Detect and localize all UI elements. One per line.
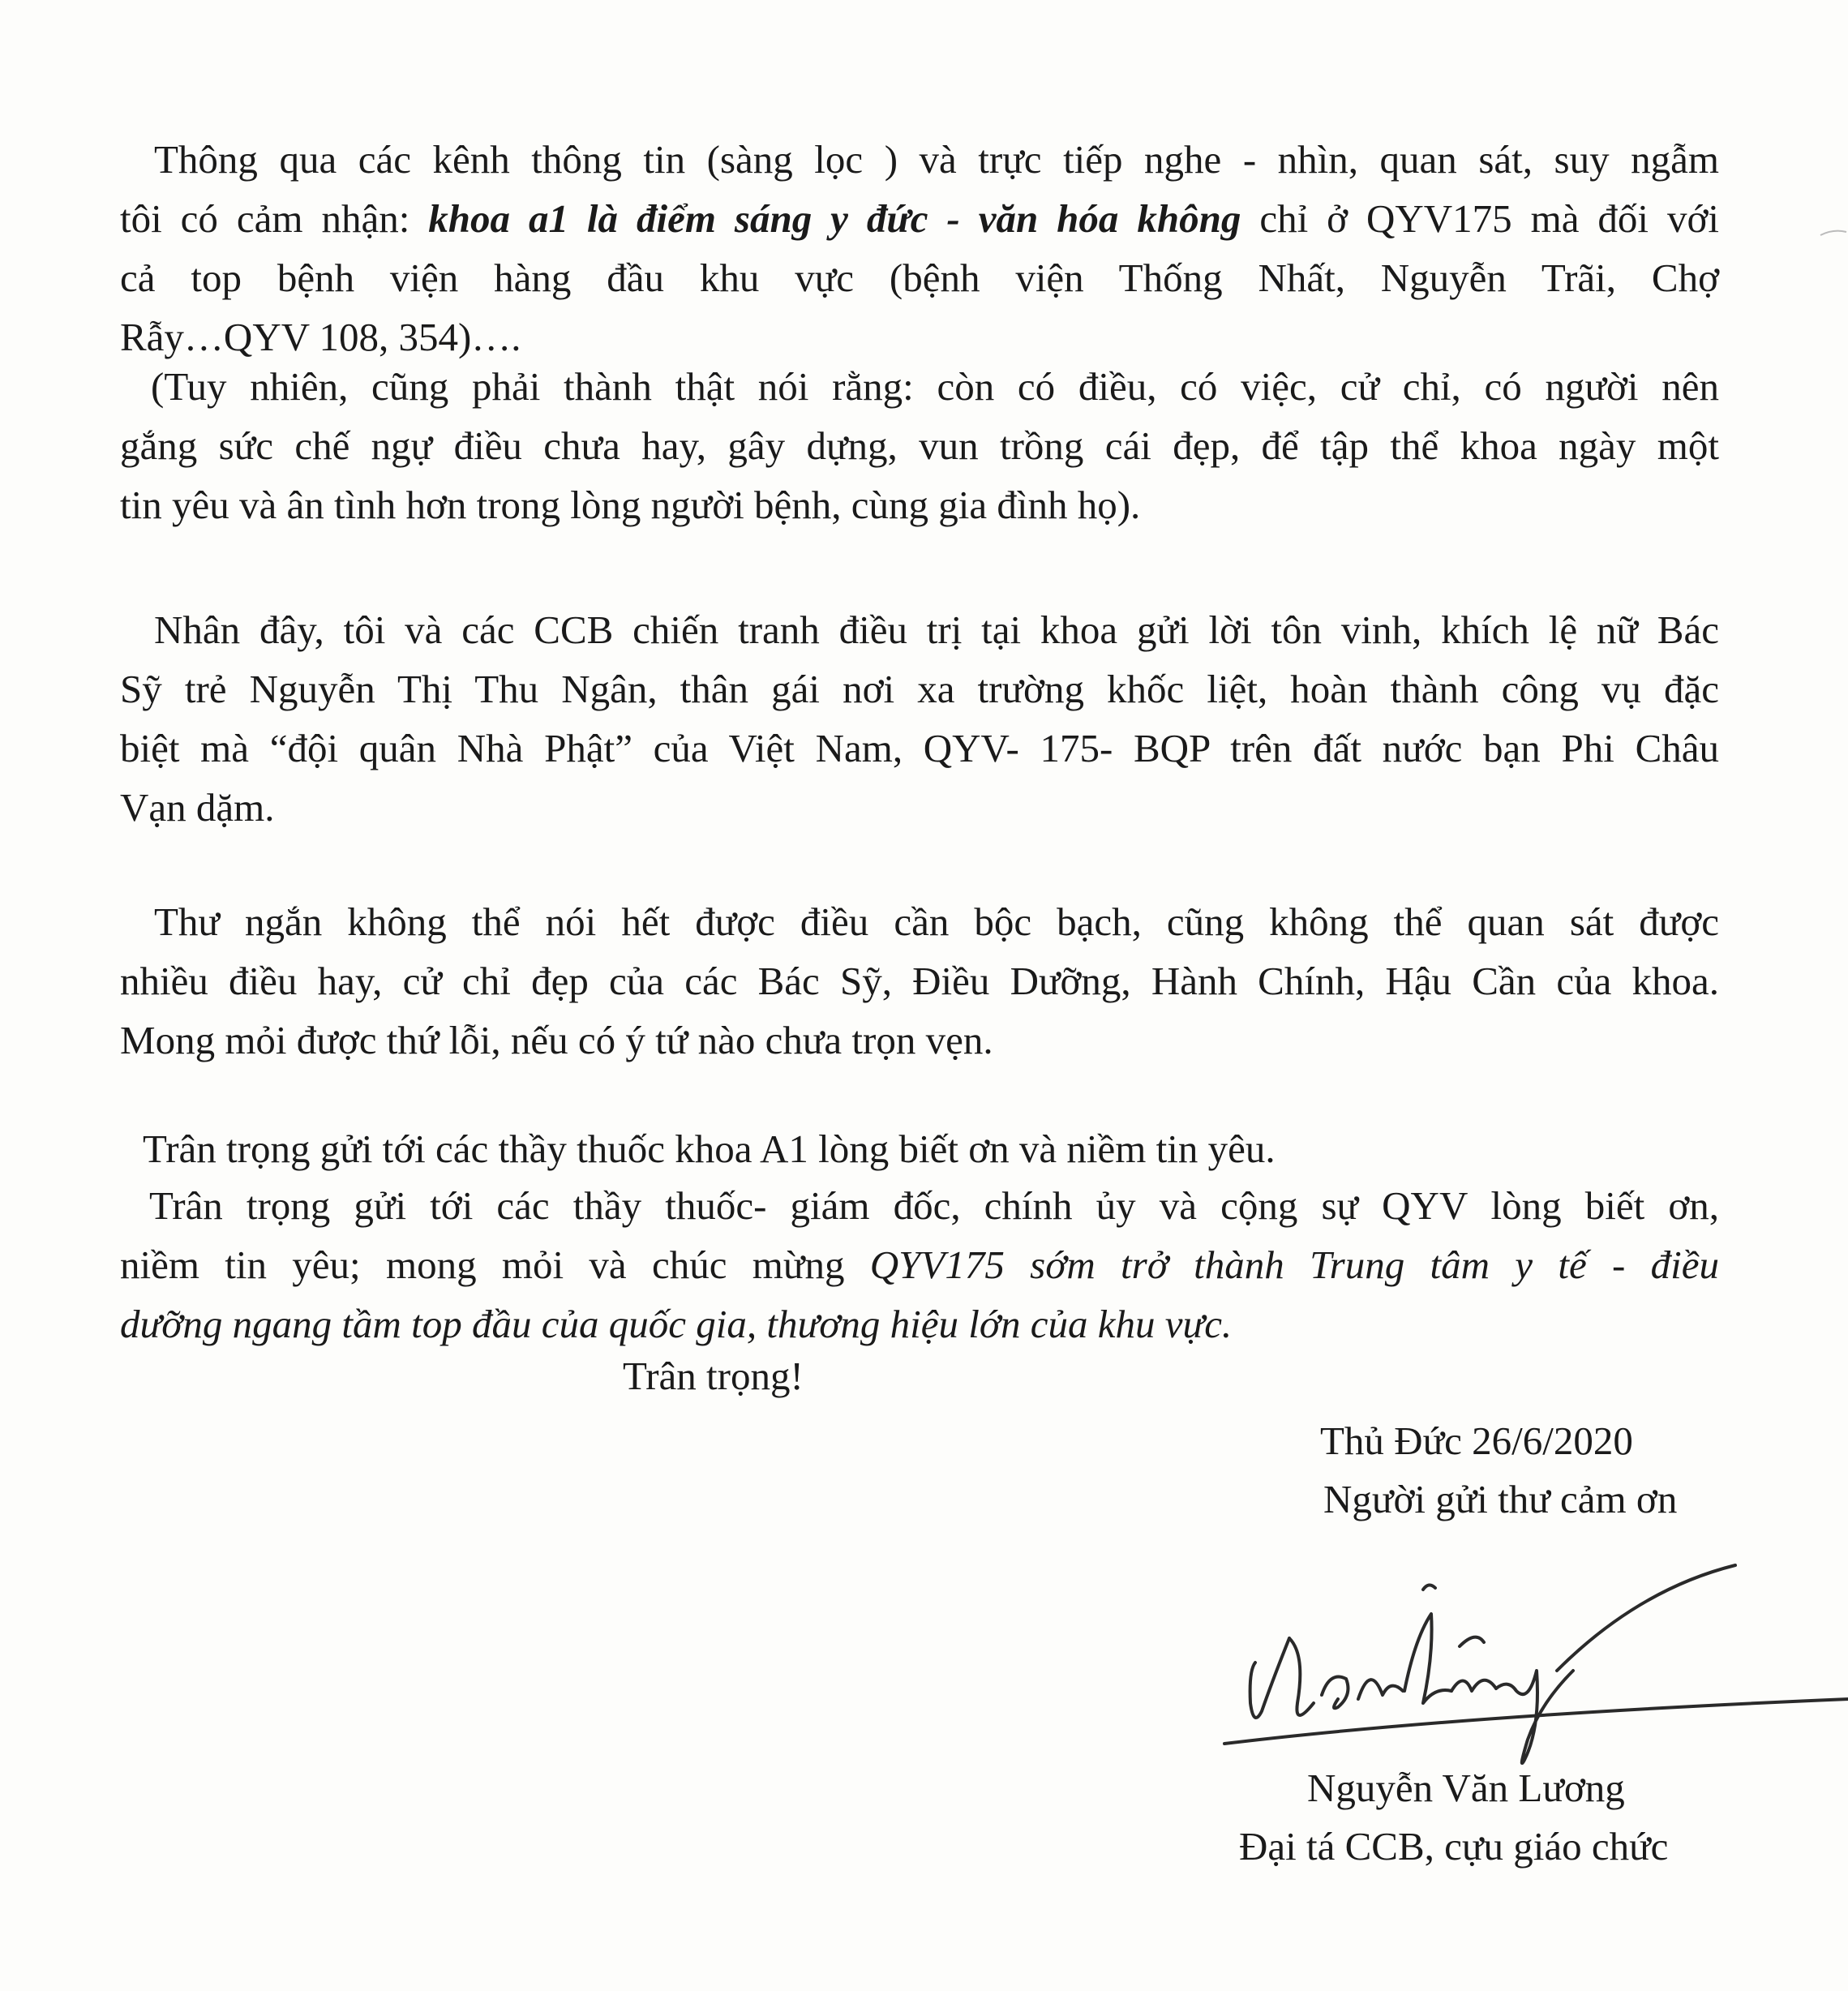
text-line: Sỹ trẻ Nguyễn Thị Thu Ngân, thân gái nơi xa trường khốc liệt, hoàn thành công vụ đặc [120, 667, 1719, 711]
text-line: Trân trọng gửi tới các thầy thuốc- giám đốc, chính ủy và cộng sự QYV lòng biết ơn, [149, 1183, 1719, 1228]
italic-text: dưỡng ngang tầm top đầu của quốc gia, thương hiệu lớn của khu vực. [120, 1302, 1233, 1346]
sender-name: Nguyễn Văn Lương [1307, 1766, 1625, 1810]
text-line: Vạn dặm. [120, 785, 275, 830]
text-line: gắng sức chế ngự điều chưa hay, gây dựng, vun trồng cái đẹp, để tập thể khoa ngày một [120, 423, 1719, 468]
scan-edge-mark [1819, 227, 1848, 238]
place-date: Thủ Đức 26/6/2020 [1320, 1418, 1633, 1463]
sender-title: Người gửi thư cảm ơn [1323, 1477, 1678, 1521]
sender-rank: Đại tá CCB, cựu giáo chức [1239, 1824, 1669, 1869]
paragraph-apology [120, 892, 1719, 1070]
paragraph-however [120, 357, 1719, 534]
text-line: nhiều điều hay, cử chỉ đẹp của các Bác Sỹ, Điều Dưỡng, Hành Chính, Hậu Cần của khoa. [120, 959, 1719, 1003]
text-line: Mong mỏi được thứ lỗi, nếu có ý tứ nào chưa trọn vẹn. [120, 1018, 993, 1062]
closing-salutation: Trân trọng! [623, 1354, 804, 1398]
handwritten-signature [1216, 1541, 1848, 1784]
text-segment: tôi có cảm nhận: [120, 196, 429, 241]
text-line [120, 1235, 1719, 1294]
text-line: Nhân đây, tôi và các CCB chiến tranh điều trị tại khoa gửi lời tôn vinh, khích lệ nữ Bác [154, 607, 1719, 652]
text-segment: niềm tin yêu; mong mỏi và chúc mừng [120, 1242, 870, 1287]
text-segment: chỉ ở QYV175 mà đối với [1241, 196, 1720, 241]
text-line: biệt mà “đội quân Nhà Phật” của Việt Nam, QYV- 175- BQP trên đất nước bạn Phi Châu [120, 726, 1719, 770]
text-line: Thông qua các kênh thông tin (sàng lọc ) và trực tiếp nghe - nhìn, quan sát, suy ngẫm [154, 137, 1719, 182]
text-line: (Tuy nhiên, cũng phải thành thật nói rằng: còn có điều, có việc, cử chỉ, có người nên [151, 364, 1719, 409]
text-line: Trân trọng gửi tới các thầy thuốc khoa A1 lòng biết ơn và niềm tin yêu. [143, 1126, 1276, 1171]
paragraph-gratitude-hospital [120, 1176, 1719, 1354]
paragraph-tribute [120, 600, 1719, 837]
text-line: Thư ngắn không thể nói hết được điều cần bộc bạch, cũng không thể quan sát được [154, 899, 1719, 944]
italic-text: QYV175 sớm trở thành Trung tâm y tế - điều [869, 1242, 1720, 1287]
text-line: cả top bệnh viện hàng đầu khu vực (bệnh viện Thống Nhất, Nguyễn Trãi, Chợ [120, 255, 1719, 300]
text-line: Rẫy…QYV 108, 354)…. [120, 315, 521, 359]
emphasis-text: khoa a1 là điểm sáng y đức - văn hóa không [428, 196, 1241, 241]
text-line [120, 189, 1719, 248]
text-line: tin yêu và ân tình hơn trong lòng người bệnh, cùng gia đình họ). [120, 483, 1141, 527]
paragraph-gratitude-a1 [120, 1119, 1719, 1178]
paragraph-observations [120, 130, 1719, 367]
